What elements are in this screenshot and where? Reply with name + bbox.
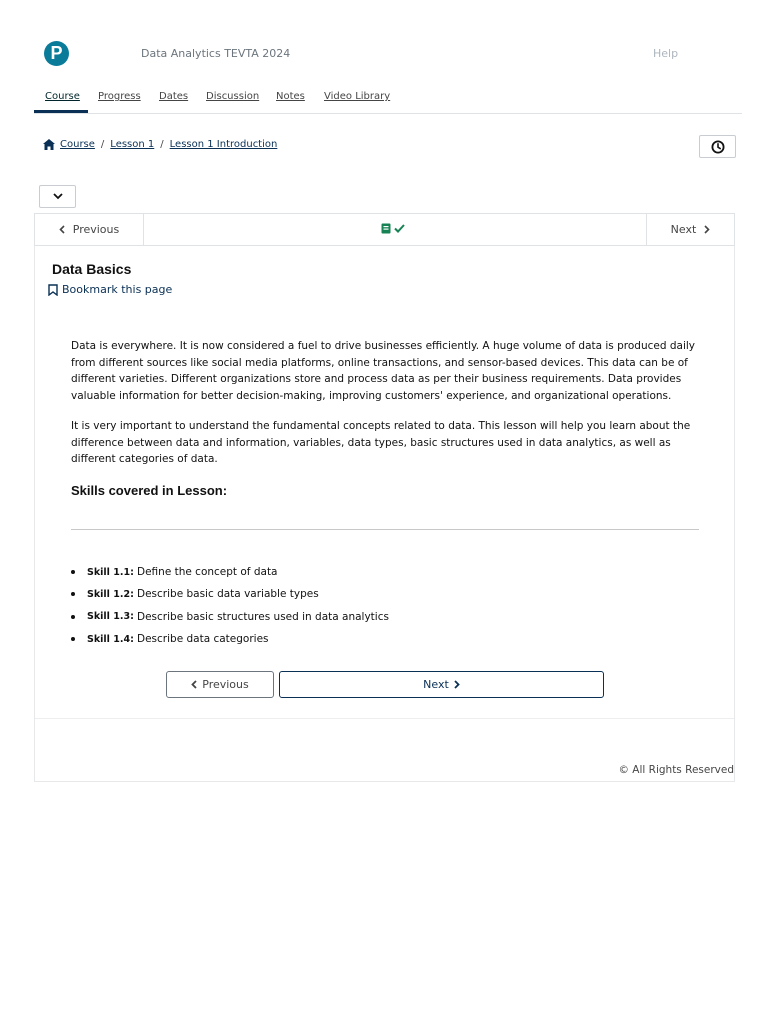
skill-code: Skill 1.2:: [87, 588, 134, 600]
skill-text: Describe basic data variable types: [137, 588, 319, 601]
previous-button[interactable]: [166, 671, 274, 698]
chevron-right-icon: [704, 225, 710, 234]
skill-code: Skill 1.1:: [87, 566, 134, 578]
skill-item: [71, 561, 389, 583]
tab-discussion[interactable]: Discussion: [206, 91, 260, 102]
chevron-right-icon: [454, 680, 460, 689]
course-tabs: [34, 86, 742, 114]
next-button[interactable]: [279, 671, 604, 698]
sequence-next-button[interactable]: [646, 214, 734, 245]
skill-code: Skill 1.4:: [87, 633, 134, 645]
content-divider: [71, 529, 699, 530]
unit-content: [71, 338, 700, 482]
footer-divider: [35, 718, 734, 719]
course-title: Data Analytics TEVTA 2024: [141, 47, 291, 60]
unit-title: Data Basics: [52, 261, 132, 277]
tab-dates[interactable]: Dates: [159, 91, 189, 102]
breadcrumb-separator: /: [160, 139, 164, 150]
content-paragraph: It is very important to understand the fundamental concepts related to data. This lesson will help you learn about the difference between data and information, variables, data types, basic structures used in data analytics, as well as different categories of data.: [71, 420, 691, 465]
skills-heading: Skills covered in Lesson:: [71, 483, 228, 498]
outline-toggle-button[interactable]: [39, 185, 76, 208]
sequence-previous-button[interactable]: [35, 214, 144, 245]
skill-item: [71, 628, 389, 650]
breadcrumb: [43, 139, 277, 150]
chevron-left-icon: [59, 225, 65, 234]
bullet-icon: [71, 592, 75, 596]
skill-code: Skill 1.3:: [87, 611, 134, 623]
sequence-previous-label: Previous: [72, 223, 120, 236]
bookmark-label: Bookmark this page: [62, 283, 173, 296]
skill-text: Describe basic structures used in data analytics: [137, 610, 389, 623]
breadcrumb-subsection[interactable]: Lesson 1 Introduction: [169, 139, 278, 150]
checkmark-icon: [394, 224, 405, 233]
previous-button-label: Previous: [202, 678, 249, 691]
tab-video-library[interactable]: Video Library: [324, 91, 391, 102]
brand-logo[interactable]: P: [44, 41, 69, 66]
skill-item: [71, 583, 389, 605]
breadcrumb-lesson[interactable]: Lesson 1: [110, 139, 155, 150]
history-button[interactable]: [699, 135, 736, 158]
bullet-icon: [71, 570, 75, 574]
skill-item: [71, 606, 389, 628]
home-icon: [43, 139, 55, 150]
bullet-icon: [71, 615, 75, 619]
bookmark-icon: [48, 284, 58, 296]
chevron-down-icon: [53, 193, 63, 200]
tab-course[interactable]: Course: [45, 91, 80, 102]
skills-list: [71, 561, 389, 650]
help-link[interactable]: Help: [653, 47, 679, 60]
clock-icon: [711, 140, 725, 154]
breadcrumb-course[interactable]: Course: [60, 139, 95, 150]
skill-text: Describe data categories: [137, 633, 269, 646]
sequence-next-label: Next: [670, 223, 697, 236]
sequence-navigation: [34, 213, 735, 246]
chevron-left-icon: [191, 680, 197, 689]
breadcrumb-separator: /: [100, 139, 105, 150]
active-tab-indicator: [34, 110, 88, 113]
sequence-unit-tab[interactable]: [381, 223, 405, 234]
copyright-text: © All Rights Reserved: [618, 764, 734, 776]
skill-text: Define the concept of data: [137, 566, 278, 579]
bullet-icon: [71, 637, 75, 641]
book-icon: [381, 223, 391, 234]
tab-progress[interactable]: Progress: [98, 91, 141, 102]
tab-notes[interactable]: Notes: [276, 91, 305, 102]
content-paragraph: Data is everywhere. It is now considered a fuel to drive businesses efficiently. A huge volume of data is produced daily from different sources like social media platforms, online transactions, and sensor-based devices. This data can be of different varieties. Different organizations store and process data as per their business requirements. Data provides valuable information for better decision-making, improving customers' experience, and organizational operations.: [71, 340, 695, 402]
bookmark-button[interactable]: [48, 283, 172, 296]
next-button-label: Next: [423, 678, 449, 691]
